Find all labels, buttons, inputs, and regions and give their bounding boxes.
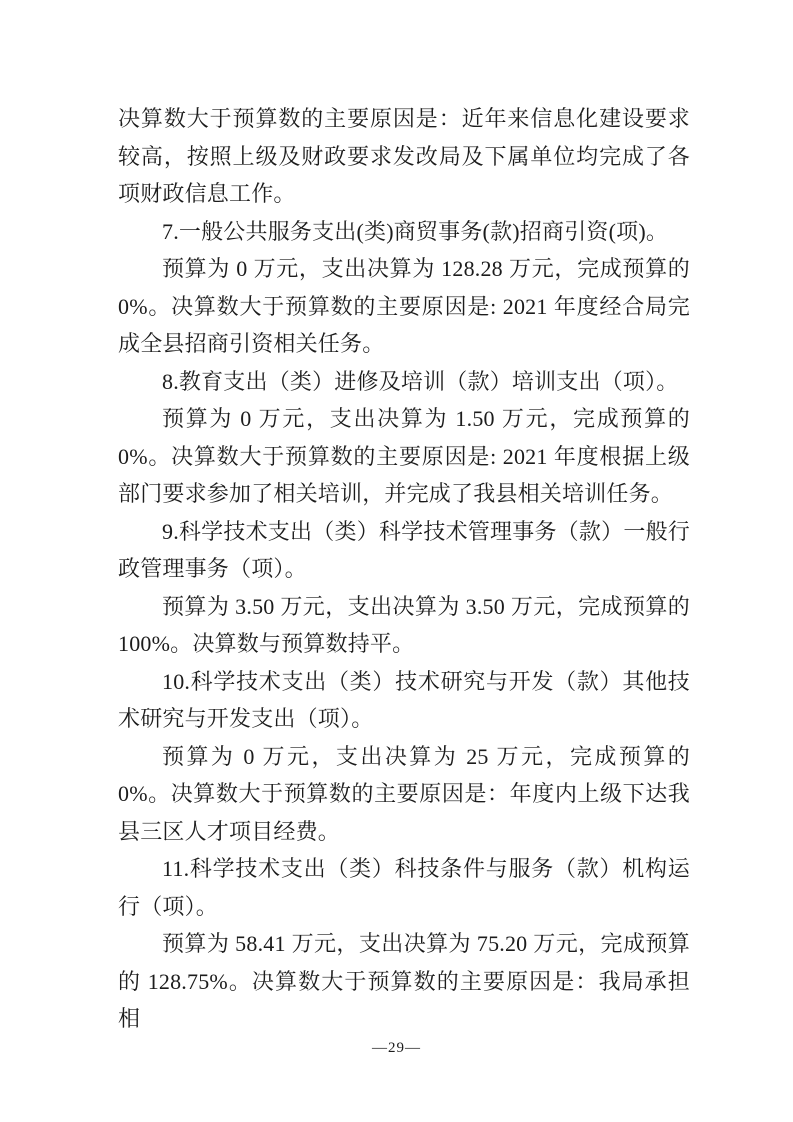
item-10-heading: 10.科学技术支出（类）技术研究与开发（款）其他技术研究与开发支出（项）。 [118,668,690,731]
item-7-heading: 7.一般公共服务支出(类)商贸事务(款)招商引资(项)。 [162,218,669,244]
item-10-body: 预算为 0 万元，支出决算为 25 万元，完成预算的 0%。决算数大于预算数的主要原因是：年度内上级下达我县三区人才项目经费。 [118,743,690,844]
page-number: —29— [372,1040,421,1056]
continuation-paragraph: 决算数大于预算数的主要原因是：近年来信息化建设要求较高，按照上级及财政要求发改局及下属单位均完成了各项财政信息工作。 [118,106,690,206]
document-body [118,100,690,1038]
item-11-heading: 11.科学技术支出（类）科技条件与服务（款）机构运行（项）。 [118,856,690,919]
item-7-body: 预算为 0 万元，支出决算为 128.28 万元，完成预算的 0%。决算数大于预算数的主要原因是: 2021 年度经合局完成全县招商引资相关任务。 [118,256,690,356]
item-9-heading: 9.科学技术支出（类）科学技术管理事务（款）一般行政管理事务（项）。 [118,518,690,581]
item-9-body: 预算为 3.50 万元，支出决算为 3.50 万元，完成预算的 100%。决算数与预算数持平。 [118,593,690,656]
item-8-heading: 8.教育支出（类）进修及培训（款）培训支出（项）。 [162,368,679,394]
item-11-body: 预算为 58.41 万元，支出决算为 75.20 万元，完成预算的 128.75%。决算数大于预算数的主要原因是：我局承担相 [118,931,690,1031]
page-footer [0,1038,793,1058]
item-8-body: 预算为 0 万元，支出决算为 1.50 万元，完成预算的 0%。决算数大于预算数的主要原因是: 2021 年度根据上级部门要求参加了相关培训，并完成了我县相关培训任务。 [118,406,690,506]
